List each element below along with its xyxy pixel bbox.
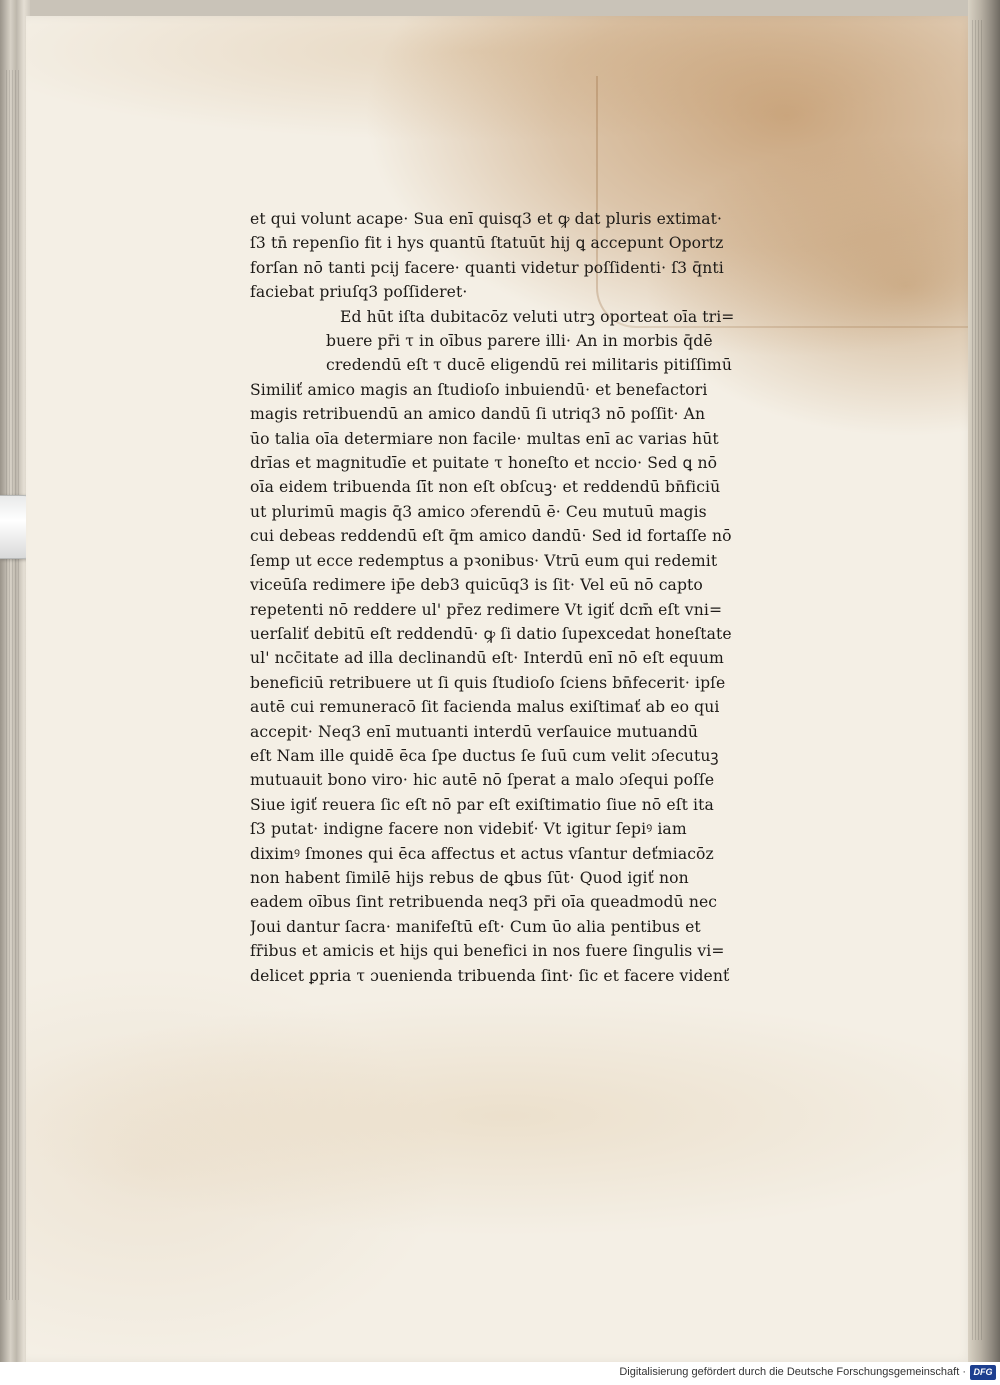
text-line: Ed hūt iſta dubitacōz veluti utrꝫ oporteat oīa tri= — [340, 307, 735, 326]
text-line: oīa eidem tribuenda ſīt non eſt obſcuꝫ· et reddendū bn̄ficiū — [250, 478, 721, 497]
text-line: ſemp ut ecce redemptus a pꝛonibus· Vtrū eum qui redemit — [250, 551, 718, 570]
text-line: drīas et magnitudīe et puitate τ honeſto et nccio· Sed ꝗ nō — [250, 454, 718, 473]
footer-credit: Digitalisierung gefördert durch die Deutsche Forschungsgemeinschaft · — [619, 1366, 966, 1378]
text-line: et qui volunt acape· Sua enī quisq3 et ꝙ dat pluris extimat· — [250, 210, 723, 228]
text-line: ſ3 tn̄ repenſio fit i hys quantū ſtatuūt hij ꝗ accepunt Oportz — [250, 234, 724, 253]
text-line: Similiť amico magis an ſtudioſo inbuiendū· et benefactori — [250, 380, 708, 399]
text-line: eadem oībus ſint retribuenda neq3 pr̄i oīa queadmodū nec — [250, 893, 718, 912]
text-line: faciebat priuſq3 poſſideret· — [250, 283, 468, 302]
text-line: cui debeas reddendū eſt q̄m amico dandū· Sed id fortaſſe nō — [250, 527, 732, 546]
text-line: buere pr̄i τ in oībus parere illi· An in morbis q̄dē — [326, 332, 713, 351]
text-line: accepit· Neq3 enī mutuanti interdū verſauice mutuandū — [250, 722, 699, 741]
text-line: forſan nō tanti pcij facere· quanti videtur poſſidenti· ſ3 q̄nti — [250, 258, 724, 277]
text-line: fr̄ibus et amicis et hijs qui benefici in nos fuere ſingulis vi= — [250, 942, 725, 961]
dfg-logo: DFG — [970, 1365, 996, 1380]
text-line: autē cui remuneracō ſit facienda malus exiſtimať ab eo qui — [250, 698, 720, 717]
book-right-page-edges — [968, 0, 1000, 1362]
text-line: mutuauit bono viro· hic autē nō ſperat a malo ɔſequi poſſe — [250, 771, 715, 790]
text-block — [250, 207, 825, 988]
text-line: Siue igiť reuera ſic eſt nō par eſt exiſtimatio ſiue nō eſt ita — [250, 795, 714, 814]
text-line: viceūſa redimere ip̄e deb3 quicūq3 is ſit· Vel eū nō capto — [250, 576, 703, 595]
text-line: repetenti nō reddere ul' pr̄ez redimere Vt igiť dcm̄ eſt vni= — [250, 600, 723, 619]
text-line: diximꝰ ſmones qui ēca affectus et actus vſantur deťmiacōz — [250, 844, 714, 863]
text-line: credendū eſt τ ducē eligendū rei militaris pitiſſimū — [326, 356, 732, 375]
text-line: ſ3 putat· indigne facere non videbiť· Vt igitur ſepiꝰ iam — [250, 820, 687, 839]
text-line: ul' ncc̄itate ad illa declinandū eſt· Interdū enī nō eſt equum — [250, 649, 724, 668]
text-line: non habent ſimilē hijs rebus de ꝗbus ſūt· Quod igiť non — [250, 868, 689, 887]
text-line: ut plurimū magis q̄3 amico ɔferendū ē· Ceu mutuū magis — [250, 502, 707, 521]
text-line: ūo talia oīa determiare non facile· multas enī ac varias hūt — [250, 429, 719, 448]
footer — [0, 1362, 1000, 1385]
text-line: eſt Nam ille quidē ēca ſpe ductus ſe ſuū cum velit ɔſecutuꝫ — [250, 746, 719, 765]
text-line: delicet ꝑpria τ ɔuenienda tribuenda ſint· ſic et facere videnť — [250, 966, 730, 985]
text-line: magis retribuendū an amico dandū ſi utriq3 nō poſſit· An — [250, 405, 706, 424]
text-line: uerſaliť debitū eſt reddendū· ꝙ ſi datio ſupexcedat honeſtate — [250, 624, 732, 643]
text-line: Joui dantur ſacra· manifeſtū eſt· Cum ūo alia pentibus et — [250, 917, 701, 936]
text-line: beneficiū retribuere ut ſi quis ſtudioſo ſciens bn̄fecerit· ipſe — [250, 673, 726, 692]
